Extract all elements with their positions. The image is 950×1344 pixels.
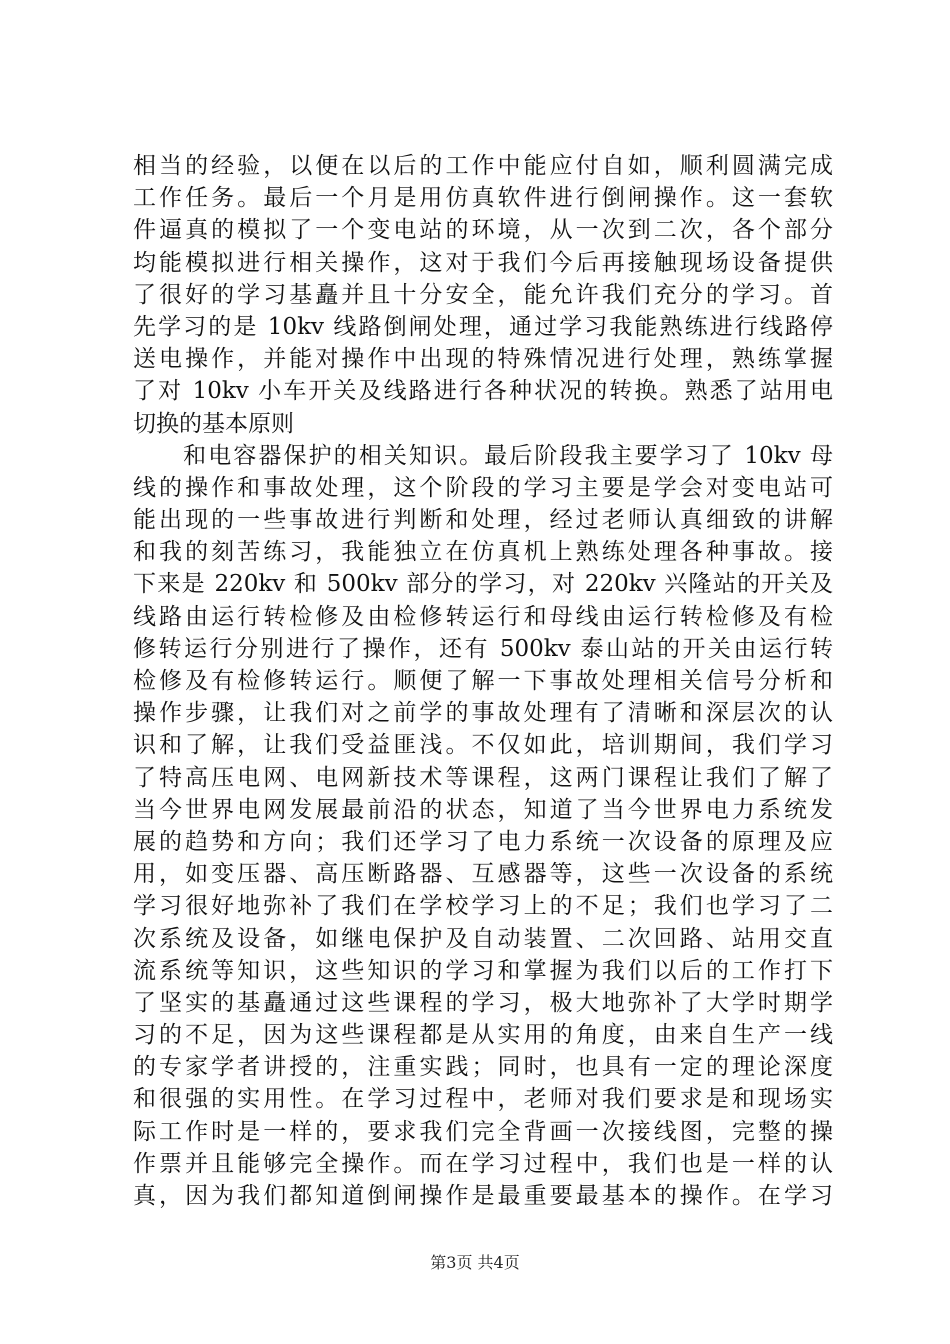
text-line: 作票并且能够完全操作。而在学习过程中，我们也是一样的认 <box>133 1150 833 1177</box>
text-line: 下来是 220kv 和 500kv 部分的学习，对 220kv 兴隆站的开关及 <box>133 571 833 598</box>
text-line: 了很好的学习基矗并且十分安全，能允许我们充分的学习。首 <box>133 281 833 308</box>
body-text <box>133 150 833 1212</box>
text-line: 际工作时是一样的，要求我们完全背画一次接线图，完整的操 <box>133 1118 833 1145</box>
text-line: 和我的刻苦练习，我能独立在仿真机上熟练处理各种事故。接 <box>133 539 833 566</box>
text-line: 相当的经验，以便在以后的工作中能应付自如，顺利圆满完成 <box>133 153 833 179</box>
text-line: 检修及有检修转运行。顺便了解一下事故处理相关信号分析和 <box>133 668 833 694</box>
text-line: 识和了解，让我们受益匪浅。不仅如此，培训期间，我们学习 <box>133 732 833 759</box>
text-line: 能出现的一些事故进行判断和处理，经过老师认真细致的讲解 <box>133 507 833 534</box>
text-line: 习的不足，因为这些课程都是从实用的角度，由来自生产一线 <box>133 1022 833 1049</box>
text-line: 均能模拟进行相关操作，这对于我们今后再接触现场设备提供 <box>133 249 833 276</box>
text-line: 件逼真的模拟了一个变电站的环境，从一次到二次，各个部分 <box>133 217 833 244</box>
text-line: 真，因为我们都知道倒闸操作是最重要最基本的操作。在学习 <box>133 1183 833 1209</box>
text-line: 展的趋势和方向；我们还学习了电力系统一次设备的原理及应 <box>133 828 833 855</box>
text-line: 当今世界电网发展最前沿的状态，知道了当今世界电力系统发 <box>133 796 833 823</box>
text-line: 切换的基本原则 <box>133 410 294 437</box>
page-footer: 第3页 共4页 <box>430 1253 520 1272</box>
text-line: 流系统等知识，这些知识的学习和掌握为我们以后的工作打下 <box>133 957 833 984</box>
text-line: 先学习的是 10kv 线路倒闸处理，通过学习我能熟练进行线路停 <box>133 313 833 340</box>
text-line: 了对 10kv 小车开关及线路进行各种状况的转换。熟悉了站用电 <box>133 378 833 405</box>
text-line: 了特高压电网、电网新技术等课程，这两门课程让我们了解了 <box>133 764 833 791</box>
text-line: 送电操作，并能对操作中出现的特殊情况进行处理，熟练掌握 <box>133 346 833 373</box>
text-line: 和电容器保护的相关知识。最后阶段我主要学习了 10kv 母 <box>133 442 833 469</box>
text-line: 操作步骤，让我们对之前学的事故处理有了清晰和深层次的认 <box>133 700 833 727</box>
text-line: 和很强的实用性。在学习过程中，老师对我们要求是和现场实 <box>133 1086 833 1113</box>
text-line: 线的操作和事故处理，这个阶段的学习主要是学会对变电站可 <box>133 474 833 501</box>
text-line: 学习很好地弥补了我们在学校学习上的不足；我们也学习了二 <box>133 893 833 920</box>
text-line: 的专家学者讲授的，注重实践；同时，也具有一定的理论深度 <box>133 1054 833 1081</box>
text-line: 次系统及设备，如继电保护及自动装置、二次回路、站用交直 <box>133 925 833 952</box>
text-line: 线路由运行转检修及由检修转运行和母线由运行转检修及有检 <box>133 603 833 630</box>
text-line: 用，如变压器、高压断路器、互感器等，这些一次设备的系统 <box>133 861 833 888</box>
text-line: 修转运行分别进行了操作，还有 500kv 泰山站的开关由运行转 <box>133 635 833 662</box>
text-line: 工作任务。最后一个月是用仿真软件进行倒闸操作。这一套软 <box>133 185 833 212</box>
text-line: 了坚实的基矗通过这些课程的学习，极大地弥补了大学时期学 <box>133 989 833 1016</box>
